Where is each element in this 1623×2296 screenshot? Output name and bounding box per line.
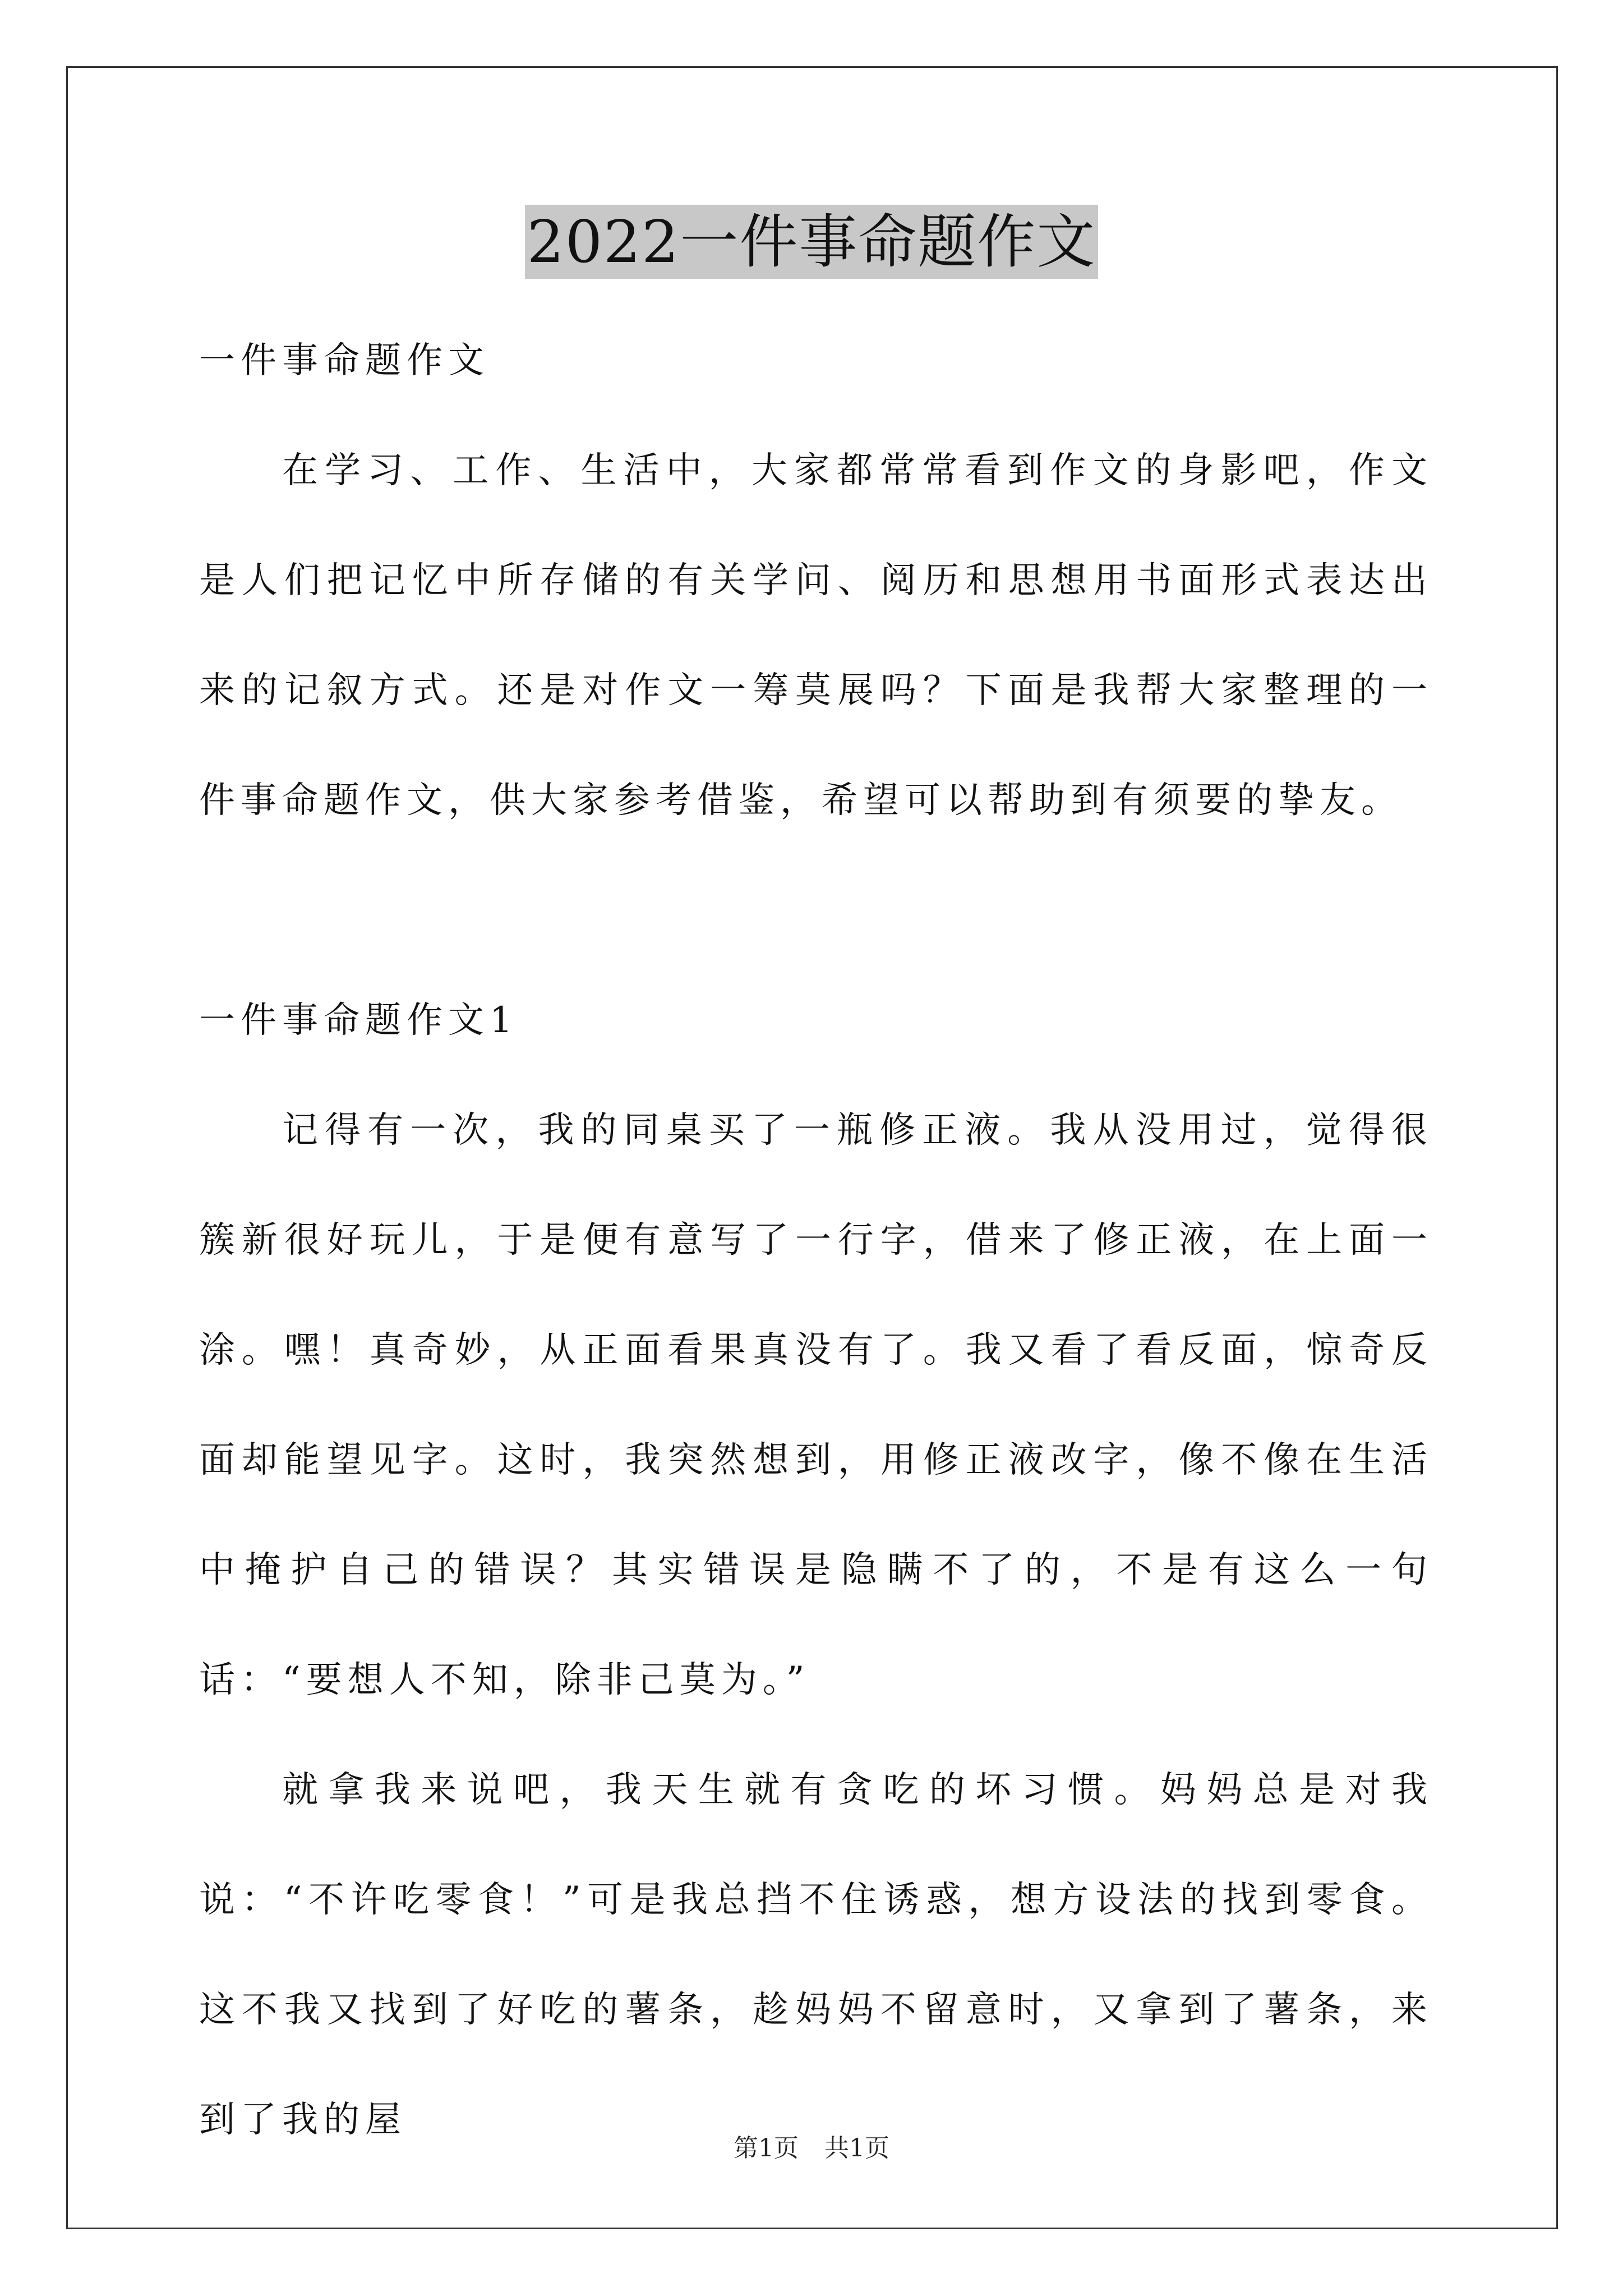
body-paragraph-1: 记得有一次，我的同桌买了一瓶修正液。我从没用过，觉得很簇新很好玩儿，于是便有意写了一行字，借来了修正液，在上面一涂。嘿！真奇妙，从正面看果真没有了。我又看了看反面，惊奇反面却能望见字。这时，我突然想到，用修正液改字，像不像在生活中掩护自己的错误？其实错误是隐瞒不了的，不是有这么一句话：“要想人不知，除非己莫为。” [199,1110,1433,1701]
page-footer [0,2132,1623,2165]
page-number: 第1页 [734,2134,799,2162]
section-heading: 一件事命题作文1 [199,1000,518,1041]
intro-paragraph: 在学习、工作、生活中，大家都常常看到作文的身影吧，作文是人们把记忆中所存储的有关学问、阅历和思想用书面形式表达出来的记叙方式。还是对作文一筹莫展吗？下面是我帮大家整理的一件事命题作文，供大家参考借鉴，希望可以帮助到有须要的挚友。 [199,450,1433,821]
subtitle: 一件事命题作文 [199,340,490,381]
page-total: 共1页 [824,2134,889,2162]
document-body [199,306,1433,2175]
document-title: 2022一件事命题作文 [525,205,1099,279]
body-paragraph-2: 就拿我来说吧，我天生就有贪吃的坏习惯。妈妈总是对我说：“不许吃零食！”可是我总挡不住诱惑，想方设法的找到零食。这不我又找到了好吃的薯条，趁妈妈不留意时，又拿到了薯条，来到了我的屋 [199,1769,1433,2141]
section-spacer [199,855,1433,965]
title-wrap [0,205,1623,279]
